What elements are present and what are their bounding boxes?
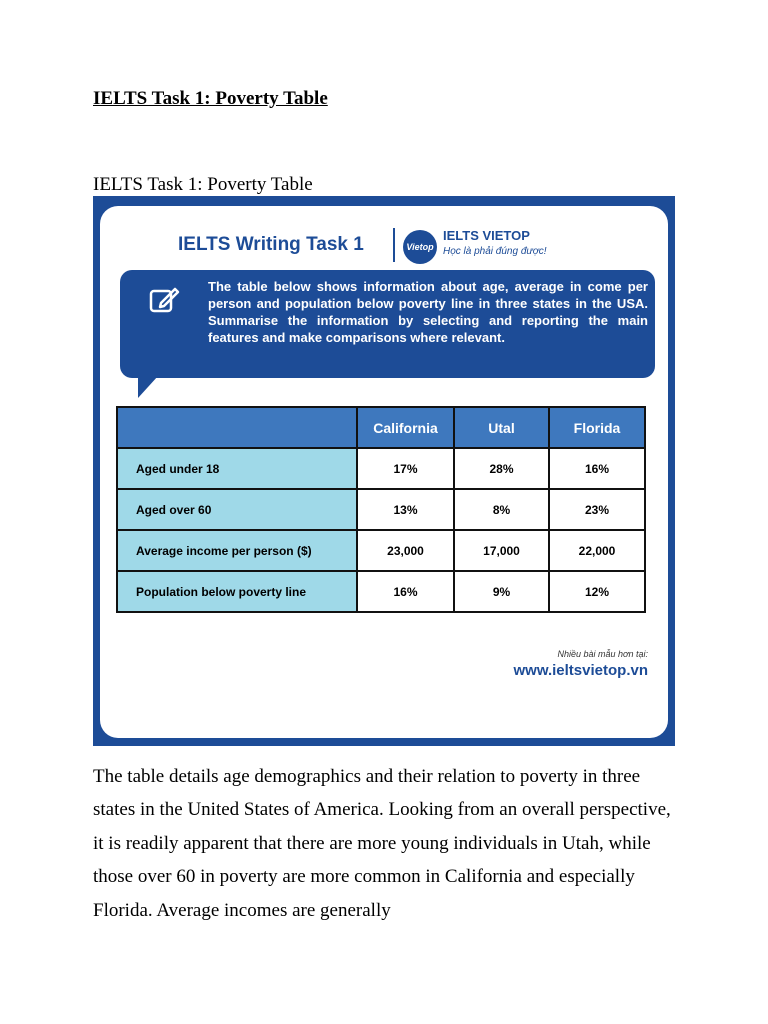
column-header xyxy=(117,407,357,448)
row-label: Aged over 60 xyxy=(117,489,357,530)
table-cell: 22,000 xyxy=(549,530,645,571)
column-header: Utal xyxy=(454,407,549,448)
table-cell: 17% xyxy=(357,448,454,489)
brand-logo: Vietop xyxy=(403,230,437,264)
prompt-box xyxy=(120,270,655,378)
document-subheading: IELTS Task 1: Poverty Table xyxy=(93,174,313,195)
table-cell: 8% xyxy=(454,489,549,530)
column-header: California xyxy=(357,407,454,448)
title-divider xyxy=(393,228,395,262)
prompt-text: The table below shows information about age, average in come per person and population below poverty line in three states in the USA. Summarise the information by selecting and reporting the main features and make comparisons where relevant. xyxy=(208,279,648,345)
table-cell: 12% xyxy=(549,571,645,612)
column-header: Florida xyxy=(549,407,645,448)
document-paragraph: The table details age demographics and their relation to poverty in three states in the United States of America. Looking from an overall perspective, it is readily apparent that there are more young individuals in Utah, while those over 60 in poverty are more common in California and especially Florida. Average incomes are generally xyxy=(93,766,671,921)
brand-name: IELTS VIETOP xyxy=(443,228,530,243)
table-cell: 28% xyxy=(454,448,549,489)
table-cell: 16% xyxy=(549,448,645,489)
card-title: IELTS Writing Task 1 xyxy=(178,234,364,255)
task-figure xyxy=(93,196,675,746)
brand-tagline: Học là phải đúng được! xyxy=(443,246,547,257)
table-row xyxy=(117,448,645,489)
row-label: Population below poverty line xyxy=(117,571,357,612)
table-cell: 16% xyxy=(357,571,454,612)
row-label: Aged under 18 xyxy=(117,448,357,489)
task-card xyxy=(100,206,668,738)
prompt-tail xyxy=(138,376,158,398)
footer-note: Nhiều bài mẫu hơn tại: xyxy=(557,649,648,659)
data-table xyxy=(116,406,646,613)
table-cell: 23,000 xyxy=(357,530,454,571)
edit-icon xyxy=(148,284,180,316)
table-cell: 17,000 xyxy=(454,530,549,571)
row-label: Average income per person ($) xyxy=(117,530,357,571)
document-heading: IELTS Task 1: Poverty Table xyxy=(93,88,328,109)
table-cell: 9% xyxy=(454,571,549,612)
table-cell: 23% xyxy=(549,489,645,530)
table-header-row xyxy=(117,407,645,448)
table-row xyxy=(117,530,645,571)
table-row xyxy=(117,489,645,530)
table-row xyxy=(117,571,645,612)
table-cell: 13% xyxy=(357,489,454,530)
footer-url: www.ieltsvietop.vn xyxy=(513,662,648,679)
